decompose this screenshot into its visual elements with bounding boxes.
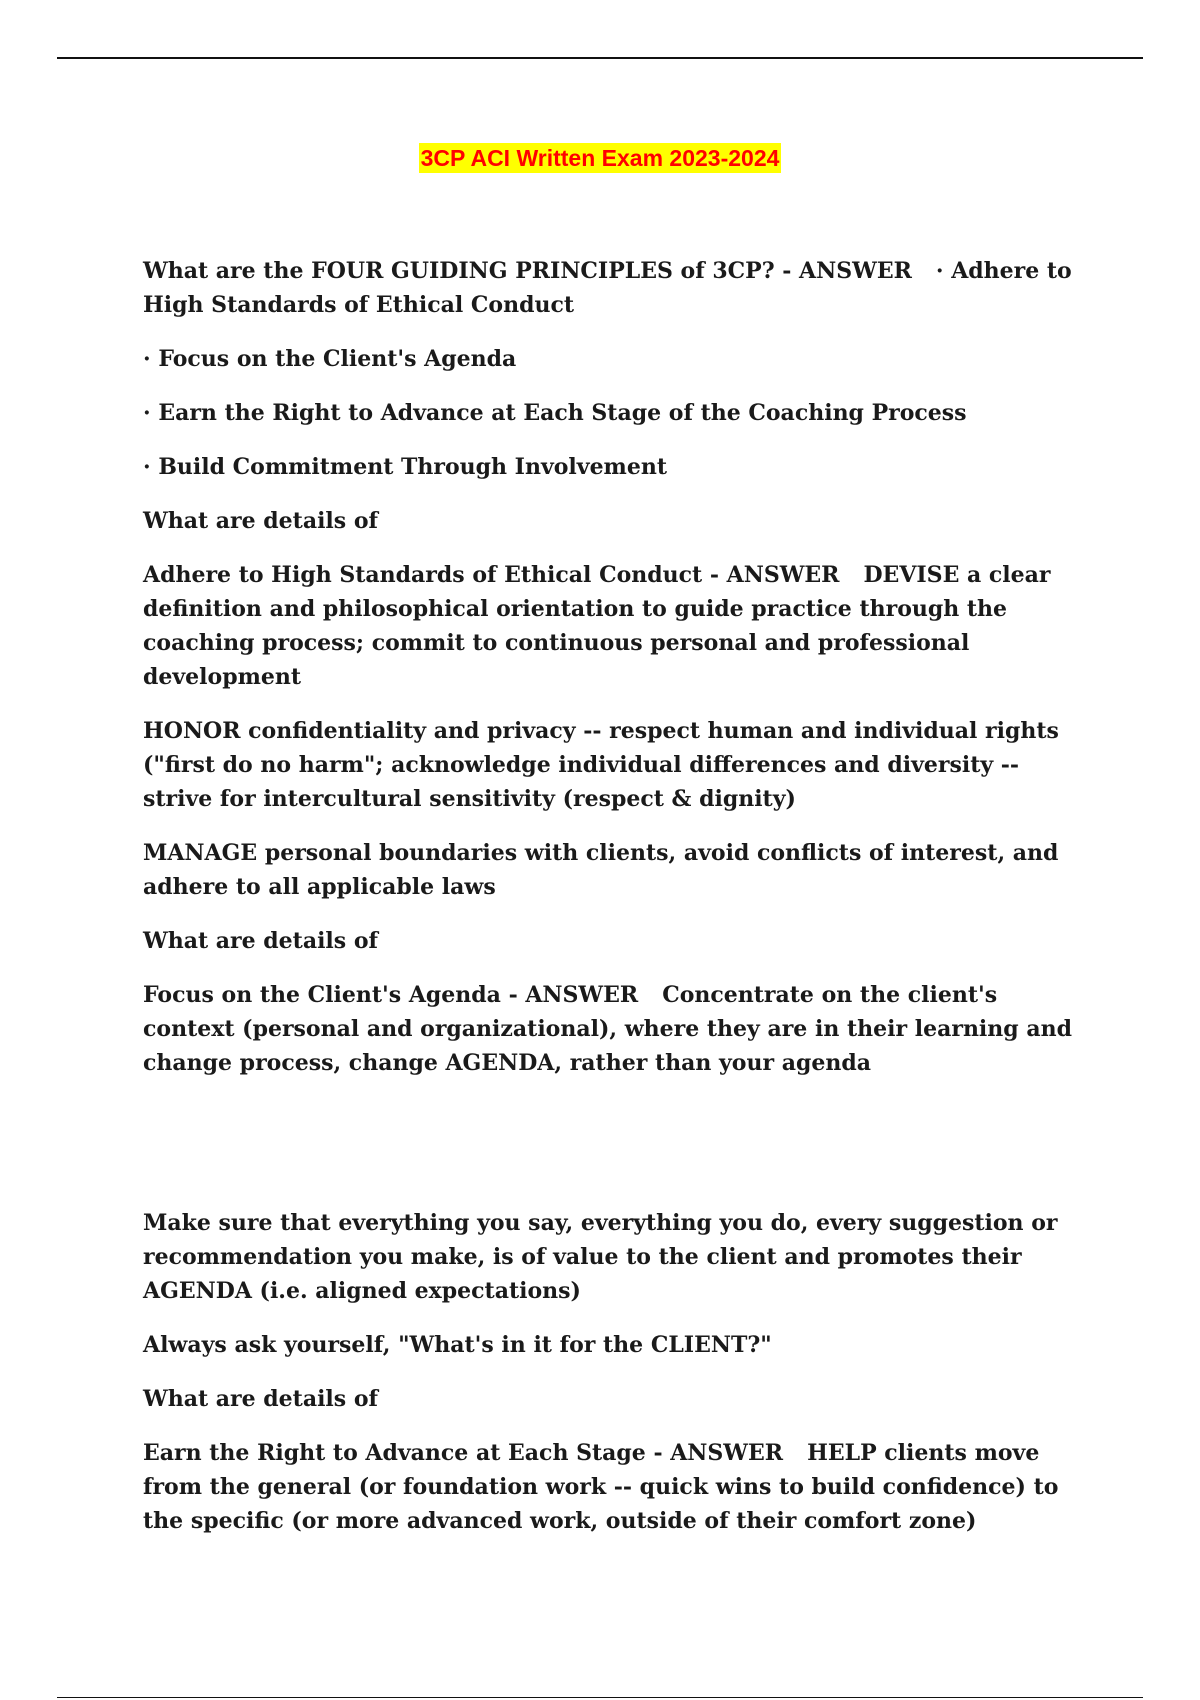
document-title: 3CP ACI Written Exam 2023-2024 xyxy=(420,145,780,171)
question-text: Adhere to High Standards of Ethical Conduct - ANSWER xyxy=(143,562,840,588)
question-paragraph xyxy=(143,1436,1083,1538)
answer-paragraph: Always ask yourself, "What's in it for the CLIENT?" xyxy=(143,1332,772,1358)
answer-paragraph: MANAGE personal boundaries with clients, avoid conflicts of interest, and adhere to all applicable laws xyxy=(143,840,1059,900)
spacer xyxy=(143,1100,1083,1206)
question-text: Focus on the Client's Agenda - ANSWER xyxy=(143,982,639,1008)
answer-paragraph: HONOR confidentiality and privacy -- respect human and individual rights ("first do no harm"; acknowledge individual differences and diversity -- strive for intercultural sensitivity (respect & dignity) xyxy=(143,718,1059,812)
question-paragraph xyxy=(143,254,1083,322)
question-prompt: What are details of xyxy=(143,508,378,534)
answer-text: HELP clients move from the general (or foundation work -- quick wins to build confidence) to the specific (or more advanced work, outside of their comfort zone) xyxy=(143,1440,1059,1534)
bullet-item: · Focus on the Client's Agenda xyxy=(143,346,517,372)
question-prompt: What are details of xyxy=(143,928,378,954)
answer-text: DEVISE a clear definition and philosophical orientation to guide practice through the coaching process; commit to continuous personal and professional development xyxy=(143,562,1051,690)
bullet-item: · Earn the Right to Advance at Each Stage of the Coaching Process xyxy=(143,400,967,426)
answer-text: · Adhere to High Standards of Ethical Conduct xyxy=(143,258,1072,318)
title-container xyxy=(0,143,1200,173)
answer-text: Concentrate on the client's context (personal and organizational), where they are in their learning and change process, change AGENDA, rather than your agenda xyxy=(143,982,1072,1076)
footer-rule xyxy=(57,1697,1143,1698)
question-text: What are the FOUR GUIDING PRINCIPLES of 3CP? - ANSWER xyxy=(143,258,912,284)
question-paragraph xyxy=(143,978,1083,1080)
answer-paragraph: Make sure that everything you say, everything you do, every suggestion or recommendation you make, is of value to the client and promotes their AGENDA (i.e. aligned expectations) xyxy=(143,1210,1058,1304)
question-paragraph xyxy=(143,558,1083,694)
question-prompt: What are details of xyxy=(143,1386,378,1412)
document-body xyxy=(143,254,1083,1558)
header-rule xyxy=(57,57,1143,59)
bullet-item: · Build Commitment Through Involvement xyxy=(143,454,667,480)
question-text: Earn the Right to Advance at Each Stage - ANSWER xyxy=(143,1440,784,1466)
